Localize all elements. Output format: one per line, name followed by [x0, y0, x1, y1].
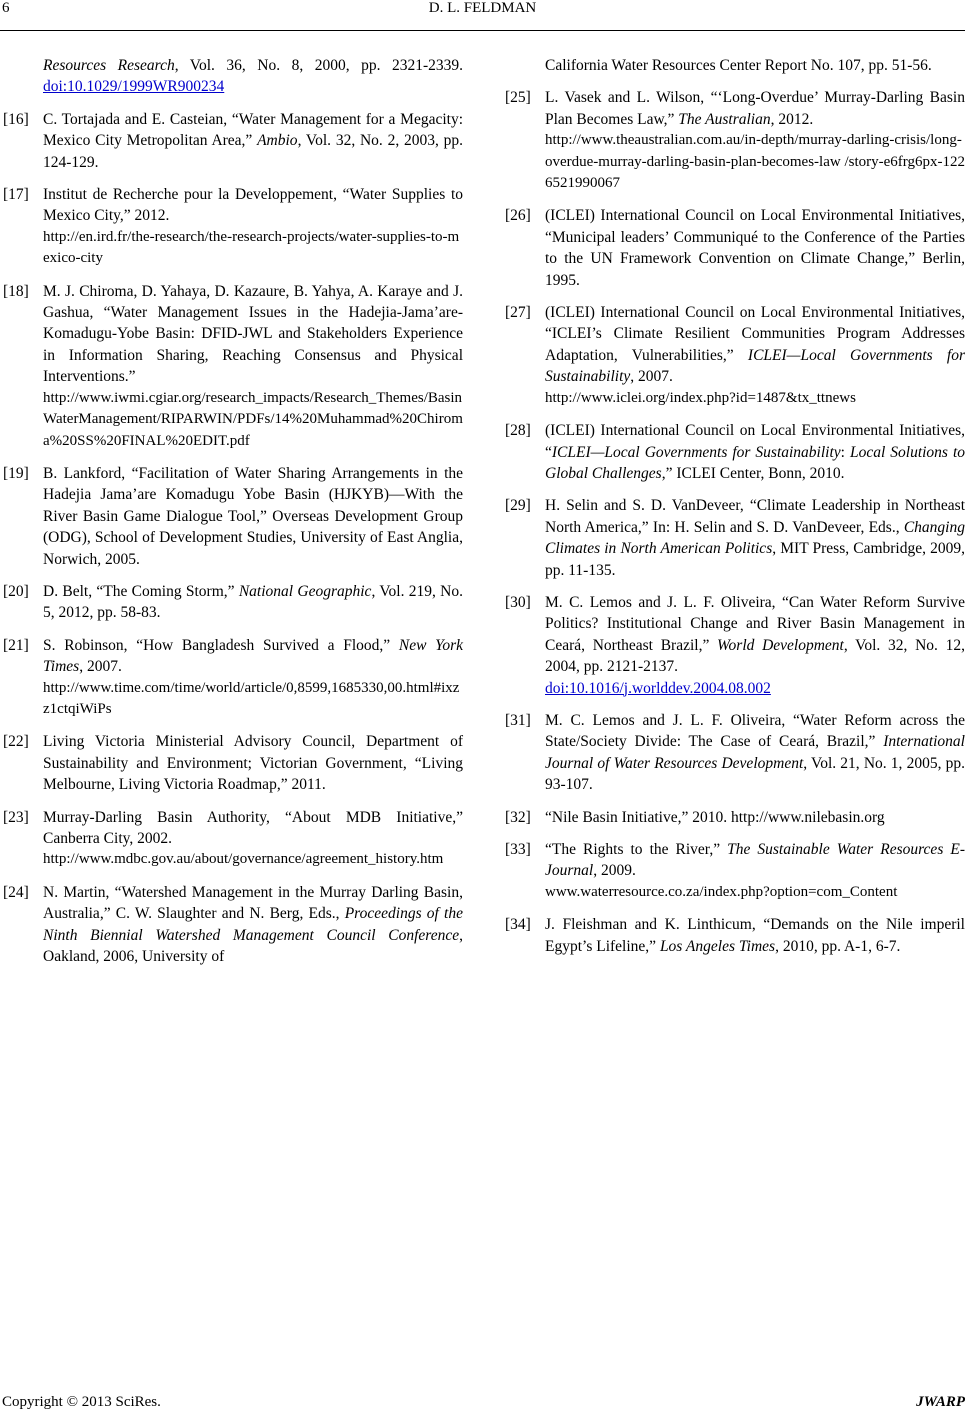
reference-17: [17] Institut de Recherche pour la Developpement, “Water Supplies to Mexico City,” 2012. http://en.ird.fr/the-research/the-research-projects/water-supplies-to-mexico-city: [43, 184, 463, 270]
reference-url[interactable]: http://www.time.com/time/world/article/0,8599,1685330,00.html#ixzz1ctqiWiPs: [43, 679, 460, 717]
reference-15-continuation: Resources Research, Vol. 36, No. 8, 2000, pp. 2321-2339. doi:10.1029/1999WR900234: [43, 57, 463, 96]
running-header: [0, 0, 965, 31]
journal-abbreviation: JWARP: [916, 1394, 965, 1410]
reference-30: [30] M. C. Lemos and J. L. F. Oliveira, “Can Water Reform Survive Politics? Institutional Change and River Basin Management in Ceará, Northeast Brazil,” World Development, Vol. 32, No. 12, 2004, pp. 2121-2137. doi:10.1016/j.worlddev.2004.08.002: [505, 593, 965, 697]
reference-32: [32] “Nile Basin Initiative,” 2010. http://www.nilebasin.org: [505, 808, 885, 826]
reference-23: [23] Murray-Darling Basin Authority, “About MDB Initiative,” Canberra City, 2002. http://www.mdbc.gov.au/about/governance/agreement_history.htm: [43, 807, 463, 871]
reference-url[interactable]: http://www.theaustralian.com.au/in-depth/murray-darling-crisis/long-overdue-murray-darling-basin-plan-becomes-law /story-e6frg6px-1226521990067: [545, 132, 965, 192]
reference-24: [24] N. Martin, “Watershed Management in the Murray Darling Basin, Australia,” C. W. Slaughter and N. Berg, Eds., Proceedings of the Ninth Biennial Watershed Management Council Conference, Oakland, 2006, University of: [3, 883, 463, 966]
reference-31: [31] M. C. Lemos and J. L. F. Oliveira, “Water Reform across the State/Society Divide: The Case of Ceará, Brazil,” International Journal of Water Resources Development, Vol. 21, No. 1, 2005, pp. 93-107.: [505, 711, 965, 794]
reference-url[interactable]: http://www.iclei.org/index.php?id=1487&tx_ttnews: [545, 389, 856, 406]
reference-19: [19] B. Lankford, “Facilitation of Water Sharing Arrangements in the Hadejia Jama’are Komadugu Yobe Basin (HJKYB)—With the River Basin Game Dialogue Tool,” Overseas Development Group (ODG), School of Development Studies, University of East Anglia, Norwich, 2005.: [3, 464, 463, 568]
page-number: 6: [2, 0, 10, 16]
doi-link[interactable]: doi:10.1016/j.worlddev.2004.08.002: [545, 679, 771, 697]
reference-33: [33] “The Rights to the River,” The Sustainable Water Resources E-Journal, 2009. www.waterresource.co.za/index.php?option=com_Content: [545, 839, 965, 903]
reference-27: [27] (ICLEI) International Council on Local Environmental Initiatives, “ICLEI’s Climate Resilient Communities Program Addresses Adaptation, Vulnerabilities,” ICLEI—Local Governments for Sustainability, 2007. http://www.iclei.org/index.php?id=1487&tx_ttnews: [545, 302, 965, 409]
reference-24-continuation: California Water Resources Center Report No. 107, pp. 51-56.: [545, 57, 932, 74]
doi-link[interactable]: doi:10.1029/1999WR900234: [43, 78, 225, 96]
reference-16: [16] C. Tortajada and E. Casteian, “Water Management for a Megacity: Mexico City Metropolitan Area,” Ambio, Vol. 32, No. 2, 2003, pp. 124-129.: [3, 110, 463, 171]
reference-34: [34] J. Fleishman and K. Linthicum, “Demands on the Nile imperil Egypt’s Lifeline,” Los Angeles Times, 2010, pp. A-1, 6-7.: [505, 916, 965, 955]
journal-title: Resources Research: [43, 57, 175, 74]
reference-url[interactable]: http://www.mdbc.gov.au/about/governance/agreement_history.htm: [43, 851, 444, 868]
reference-26: [26] (ICLEI) International Council on Local Environmental Initiatives, “Municipal leaders’ Communiqué to the Conference of the Parties to the UN Framework Convention on Climate Change,” Berlin, 1995.: [505, 207, 965, 289]
copyright-notice: Copyright © 2013 SciRes.: [2, 1394, 161, 1410]
reference-21: [21] S. Robinson, “How Bangladesh Survived a Flood,” New York Times, 2007. http://www.time.com/time/world/article/0,8599,1685330,00.html#ixzz1ctqiWiPs: [43, 635, 463, 721]
reference-29: [29] H. Selin and S. D. VanDeveer, “Climate Leadership in Northeast North America,” In: H. Selin and S. D. VanDeveer, Eds., Changing Climates in North American Politics, MIT Press, Cambridge, 2009, pp. 11-135.: [505, 497, 965, 579]
reference-22: [22] Living Victoria Ministerial Advisory Council, Department of Sustainability and Environment; Victorian Government, “Living Melbourne, Living Victoria Roadmap,” 2011.: [3, 733, 463, 794]
reference-28: [28] (ICLEI) International Council on Local Environmental Initiatives, “ICLEI—Local Governments for Sustainability: Local Solutions to Global Challenges,” ICLEI Center, Bonn, 2010.: [505, 422, 965, 482]
reference-20: [20] D. Belt, “The Coming Storm,” National Geographic, Vol. 219, No. 5, 2012, pp. 58-83.: [3, 582, 463, 622]
reference-url[interactable]: http://en.ird.fr/the-research/the-research-projects/water-supplies-to-mexico-city: [43, 228, 460, 267]
right-column: [505, 55, 965, 968]
reference-25: [25] L. Vasek and L. Wilson, “‘Long-Overdue’ Murray-Darling Basin Plan Becomes Law,” The Australian, 2012. http://www.theaustralian.com.au/in-depth/murray-darling-crisis/long-overdue-murray-darling-basin-plan-becomes-law /story-e6frg6px-1226521990067: [545, 87, 965, 194]
reference-url[interactable]: http://www.iwmi.cgiar.org/research_impacts/Research_Themes/BasinWaterManagement/RIPARWIN/PDFs/14%20Muhammad%20Chiroma%20SS%20FINAL%20EDIT.pdf: [43, 389, 463, 449]
running-author: D. L. FELDMAN: [428, 0, 537, 16]
reference-18: [18] M. J. Chiroma, D. Yahaya, D. Kazaure, B. Yahya, A. Karaye and J. Gashua, “Water Management Issues in the Hadejia-Jama’are-Komadugu-Yobe Basin: DFID-JWL and Stakeholders Experience in Information Sharing, Reaching Consensus and Physical Interventions.” http://www.iwmi.cgiar.org/research_impacts/Research_Themes/BasinWaterManagement/RIPARWIN/PDFs/14%20Muhammad%20Chiroma%20SS%20FINAL%20EDIT.pdf: [43, 281, 463, 452]
left-column: [3, 55, 463, 978]
reference-url[interactable]: www.waterresource.co.za/index.php?option=com_Content: [545, 883, 898, 900]
